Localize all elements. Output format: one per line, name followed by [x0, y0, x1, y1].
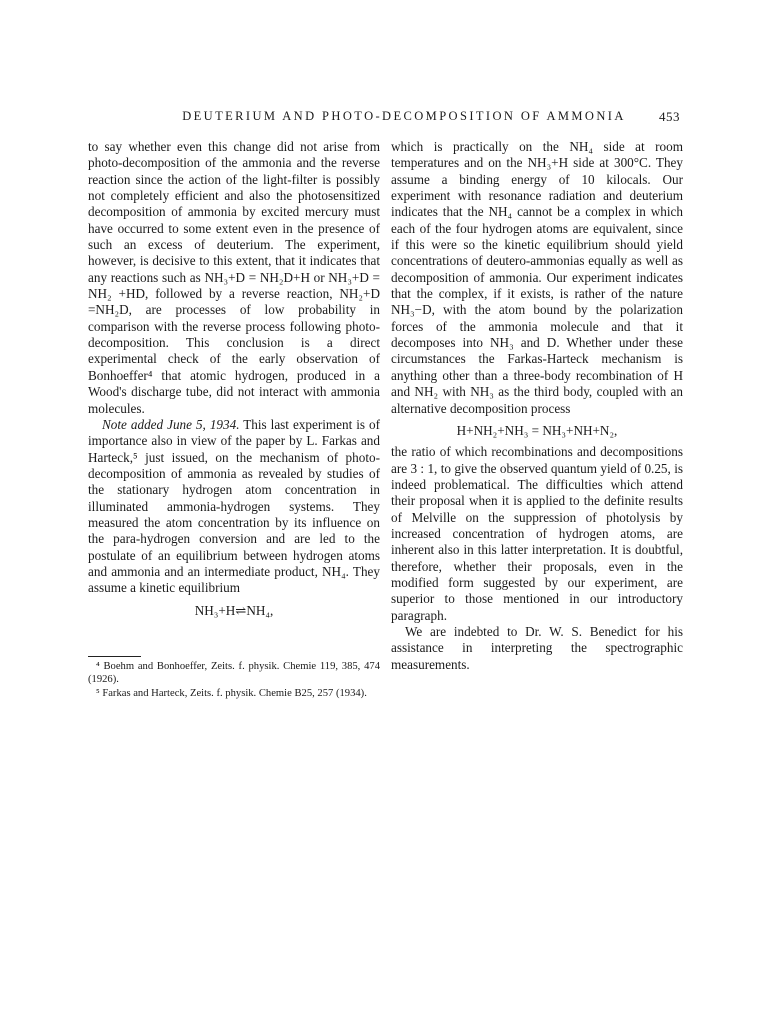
body-paragraph: the ratio of which recombinations and decompositions are 3 : 1, to give the observed quantum yield of 0.25, is indeed problematical. The difficulties which attend their proposal when it is applied to the definite results of Melville on the suppression of photolysis by increased concentration of hydrogen atoms, are inherent also in this latter interpretation. It is doubtful, therefore, whether their proposals, even in the modified form suggested by our experiment, are superior to those mentioned in our introductory paragraph.: [391, 444, 683, 623]
footnotes: [88, 660, 380, 700]
body-paragraph: which is practically on the NH₄ side at room temperatures and on the NH₃+H side at 300°C. They assume a binding energy of 10 kilocals. Our experiment with resonance radiation and deuterium indicates that the NH₄ cannot be a complex in which each of the four hydrogen atoms are equivalent, since if this were so the kinetic equilibrium should yield concentrations of deutero-ammonias equally as well as decomposition of ammonia. Our experiment indicates that the complex, if it exists, is rather of the nature NH₃−D, with the atom bound by the polarization forces of the ammonia molecule and that it decomposes into NH₃ and D. Whether under these circumstances the Farkas-Harteck mechanism is anything other than a three-body recombination of H and NH₂ with NH₃ as the third body, coupled with an alternative decomposition process: [391, 139, 683, 416]
note-text: This last experiment is of importance also in view of the paper by L. Farkas and Harteck,⁵ just issued, on the mechanism of photo-decomposition of ammonia as revealed by studies of the stationary hydrogen atom concentration in illuminated ammonia-hydrogen systems. They measured the atom concentration by its influence on the para-hydrogen conversion and are led to the postulate of an equilibrium between hydrogen atoms and ammonia and an intermediate product, NH₄. They assume a kinetic equilibrium: [88, 416, 380, 596]
acknowledgment-paragraph: We are indebted to Dr. W. S. Benedict for his assistance in interpreting the spectrographic measurements.: [391, 623, 683, 672]
equation-equilibrium: NH₃+H⇌NH₄,: [194, 602, 274, 618]
left-column: [88, 139, 380, 624]
running-head: [128, 109, 680, 129]
body-paragraph-note: [88, 417, 380, 597]
equation-decomposition: H+NH₂+NH₃ = NH₃+NH+N₂,: [456, 422, 618, 438]
footnote-4: ⁴ Boehm and Bonhoeffer, Zeits. f. physik. Chemie 119, 385, 474 (1926).: [88, 661, 380, 686]
body-paragraph: to say whether even this change did not arise from photo-decomposition of the ammonia and the reverse reaction since the action of the light-filter is possibly not completely efficient and also the photosensitized decomposition of ammonia by excited mercury must have occurred to some extent even in the presence of such an excess of deuterium. The experiment, however, is decisive to this extent, that it indicates that any reactions such as NH₃+D = NH₂D+H or NH₃+D = NH₂ +HD, followed by a reverse reaction, NH₂+D =NH₂D, are processes of low probability in comparison with the reverse process following photo-decomposition. This conclusion is a direct experimental check of the early observation of Bonhoeffer⁴ that atomic hydrogen, produced in a Wood's discharge tube, did not interact with ammonia molecules.: [88, 139, 380, 416]
footnote-5: ⁵ Farkas and Harteck, Zeits. f. physik. Chemie B25, 257 (1934).: [96, 687, 367, 699]
right-column: [391, 139, 683, 673]
note-date: Note added June 5, 1934.: [102, 416, 240, 432]
footnote-divider: [88, 656, 141, 657]
page-number: 453: [659, 109, 680, 124]
running-title: DEUTERIUM AND PHOTO-DECOMPOSITION OF AMMONIA: [182, 109, 626, 123]
